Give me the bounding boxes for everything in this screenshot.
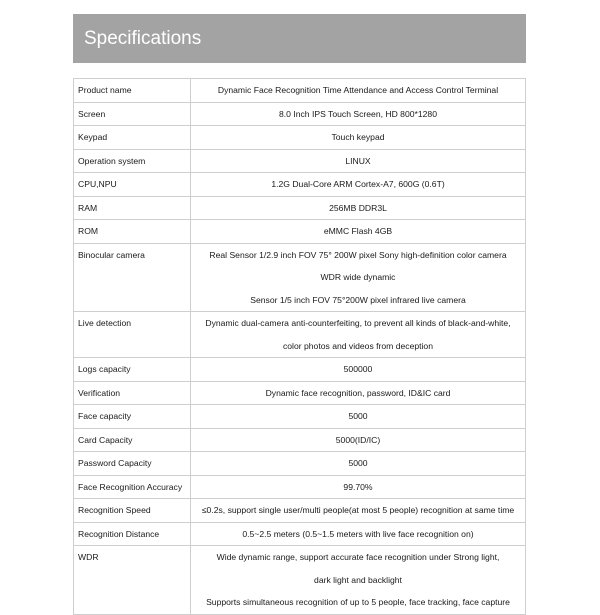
table-row [74,173,526,197]
spec-label-cell [74,149,191,173]
spec-value-cell [191,522,526,546]
table-row [74,312,526,358]
spec-value-line: Dynamic dual-camera anti-counterfeiting, to prevent all kinds of black-and-white, [205,318,511,328]
spec-label: Recognition Speed [78,505,151,515]
spec-label: Face capacity [78,411,132,421]
spec-label: Logs capacity [78,364,131,374]
spec-label-cell [74,173,191,197]
table-row [74,79,526,103]
table-row [74,452,526,476]
table-row [74,499,526,523]
table-row [74,102,526,126]
spec-label-cell [74,358,191,382]
spec-value-cell [191,220,526,244]
spec-value-cell [191,79,526,103]
spec-label: Screen [78,108,106,119]
spec-label-cell [74,312,191,358]
table-row [74,196,526,220]
spec-value-cell [191,475,526,499]
spec-value-line: Dynamic Face Recognition Time Attendance and Access Control Terminal [217,85,499,95]
spec-label: Binocular camera [78,249,145,260]
spec-label-cell [74,546,191,615]
spec-label-cell [74,499,191,523]
spec-value-cell [191,312,526,358]
spec-label: WDR [78,552,99,562]
table-row [74,381,526,405]
spec-label-cell [74,428,191,452]
spec-value-cell [191,428,526,452]
specifications-table-body [74,79,526,615]
table-row [74,428,526,452]
spec-label-cell [74,220,191,244]
spec-value-line: Real Sensor 1/2.9 inch FOV 75° 200W pixel Sony high-definition color camera [209,249,507,260]
spec-value-cell [191,149,526,173]
spec-label-cell [74,79,191,103]
spec-label-cell [74,452,191,476]
spec-label-cell [74,475,191,499]
spec-label: Keypad [78,132,108,142]
spec-label-cell [74,126,191,150]
spec-label-cell [74,381,191,405]
spec-label-cell [74,102,191,126]
spec-value-line: 1.2G Dual-Core ARM Cortex-A7, 600G (0.6T) [271,179,445,189]
spec-value-line: LINUX [345,155,371,166]
spec-value-cell [191,196,526,220]
spec-value-line: 99.70% [343,481,373,492]
spec-label: Operation system [78,155,146,166]
spec-value-line: Sensor 1/5 inch FOV 75°200W pixel infrared live camera [250,294,466,305]
table-row [74,405,526,429]
spec-label: Recognition Distance [78,528,160,539]
table-row [74,522,526,546]
spec-value-line: dark light and backlight [314,574,402,585]
spec-label: Verification [78,387,121,398]
table-row [74,243,526,312]
spec-value-line: 256MB DDR3L [329,202,387,213]
spec-value-line: ≤0.2s, support single user/multi people(at most 5 people) recognition at same time [201,505,515,515]
spec-value-cell [191,546,526,615]
spec-value-line: Touch keypad [331,132,385,142]
spec-value-line: 5000 [348,458,368,468]
spec-value-line: 8.0 Inch IPS Touch Screen, HD 800*1280 [279,108,437,119]
section-title: Specifications [84,28,202,49]
spec-label-cell [74,243,191,312]
spec-value-line: Dynamic face recognition, password, ID&IC card [265,387,451,398]
spec-value-cell [191,452,526,476]
table-row [74,126,526,150]
spec-value-cell [191,173,526,197]
spec-value-cell [191,405,526,429]
spec-value-cell [191,102,526,126]
spec-label: Live detection [78,318,132,328]
spec-value-cell [191,126,526,150]
spec-label-cell [74,405,191,429]
spec-label: Face Recognition Accuracy [78,481,183,492]
spec-label: Product name [78,85,132,95]
spec-value-line: WDR wide dynamic [320,272,396,282]
spec-label: Card Capacity [78,434,133,445]
specifications-table [73,78,526,615]
spec-value-line: 5000(ID/IC) [335,434,381,445]
spec-value-line: 5000 [348,411,368,421]
table-row [74,475,526,499]
spec-label: CPU,NPU [78,179,117,189]
table-row [74,358,526,382]
section-header [73,14,526,63]
spec-label: Password Capacity [78,458,152,468]
spec-value-line: 500000 [343,364,373,374]
spec-label-cell [74,196,191,220]
spec-value-line: Wide dynamic range, support accurate face recognition under Strong light, [216,552,500,562]
spec-value-cell [191,381,526,405]
spec-label: ROM [78,226,99,236]
spec-value-cell [191,499,526,523]
spec-value-cell [191,243,526,312]
spec-value-line: 0.5~2.5 meters (0.5~1.5 meters with live face recognition on) [242,528,474,539]
spec-value-cell [191,358,526,382]
spec-value-line: Supports simultaneous recognition of up to 5 people, face tracking, face capture [206,597,510,607]
spec-label: RAM [78,202,98,213]
spec-value-line: eMMC Flash 4GB [323,226,393,236]
spec-label-cell [74,522,191,546]
spec-value-line: color photos and videos from deception [282,340,433,351]
table-row [74,149,526,173]
table-row [74,220,526,244]
table-row [74,546,526,615]
